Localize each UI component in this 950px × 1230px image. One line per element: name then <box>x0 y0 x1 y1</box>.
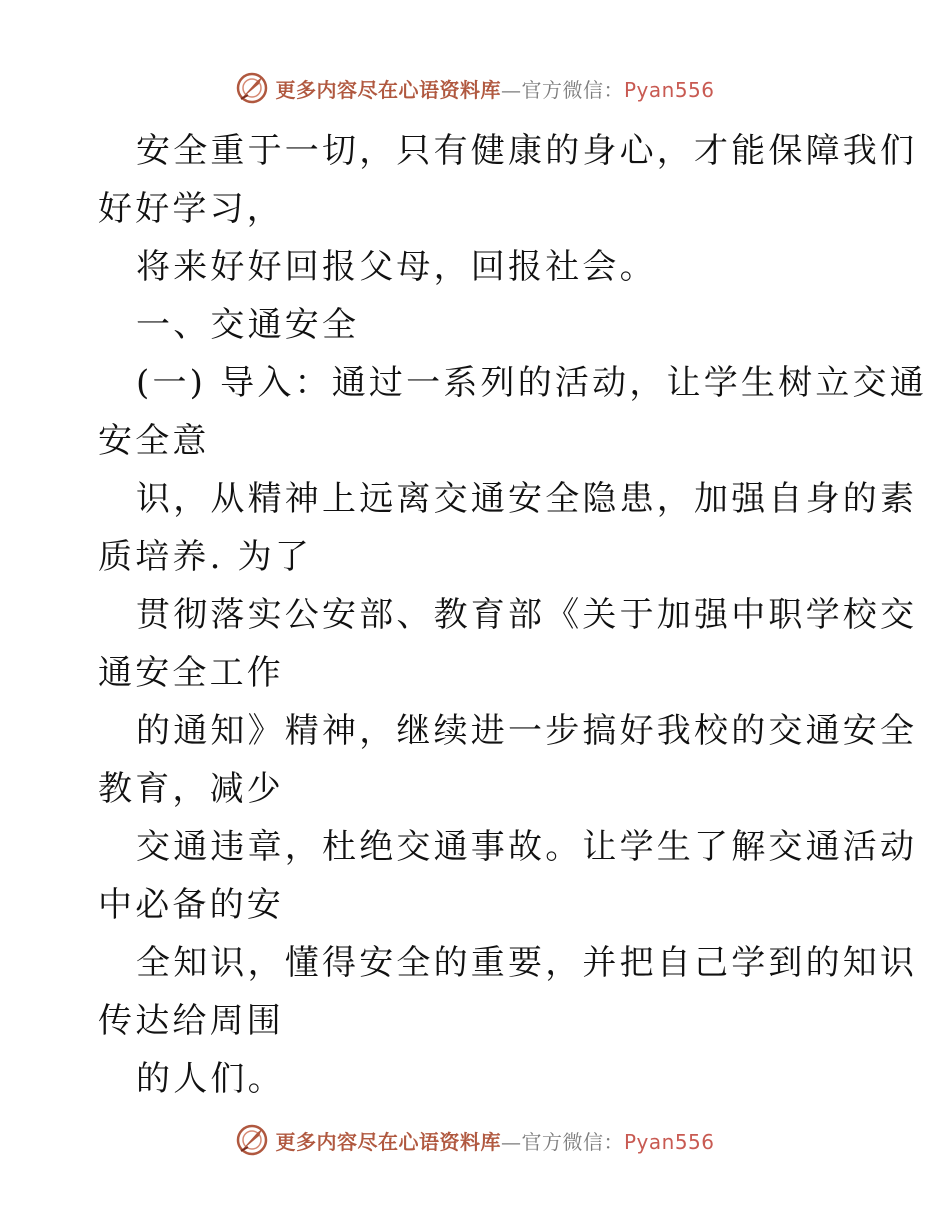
text-line: 好好学习， <box>98 189 284 229</box>
text-line: 全知识，懂得安全的重要，并把自己学到的知识 <box>136 943 918 983</box>
watermark-text <box>275 1126 714 1155</box>
section-heading: 一、交通安全 <box>136 305 360 345</box>
text-line: 中必备的安 <box>98 885 284 925</box>
watermark-wechat-id: Pyan556 <box>623 1129 715 1154</box>
watermark-wechat-id: Pyan556 <box>623 77 715 102</box>
header-watermark <box>0 68 950 108</box>
text-line: 通安全工作 <box>98 653 284 693</box>
text-line: 质培养. 为了 <box>98 537 313 577</box>
text-line: 将来好好回报父母，回报社会。 <box>136 247 657 287</box>
text-line: 的人们。 <box>136 1059 285 1099</box>
watermark-site-name: 更多内容尽在心语资料库 <box>275 77 501 102</box>
watermark-separator: —官方微信： <box>500 77 624 102</box>
quill-pen-icon <box>235 1123 269 1157</box>
quill-pen-icon <box>235 71 269 105</box>
text-line: 教育，减少 <box>98 769 284 809</box>
watermark-site-name: 更多内容尽在心语资料库 <box>275 1129 501 1154</box>
text-line: 安全意 <box>98 421 210 461</box>
watermark-text <box>275 74 714 103</box>
document-body <box>98 122 927 1108</box>
watermark-separator: —官方微信： <box>500 1129 624 1154</box>
text-line: 的通知》精神，继续进一步搞好我校的交通安全 <box>136 711 918 751</box>
text-line: 传达给周围 <box>98 1001 284 1041</box>
footer-watermark <box>0 1120 950 1160</box>
text-line: 交通违章，杜绝交通事故。让学生了解交通活动 <box>136 827 918 867</box>
text-line: 安全重于一切，只有健康的身心，才能保障我们 <box>136 131 918 171</box>
text-line: 贯彻落实公安部、教育部《关于加强中职学校交 <box>136 595 918 635</box>
text-line: (一) 导入：通过一系列的活动，让学生树立交通 <box>136 363 927 403</box>
text-line: 识，从精神上远离交通安全隐患，加强自身的素 <box>136 479 918 519</box>
